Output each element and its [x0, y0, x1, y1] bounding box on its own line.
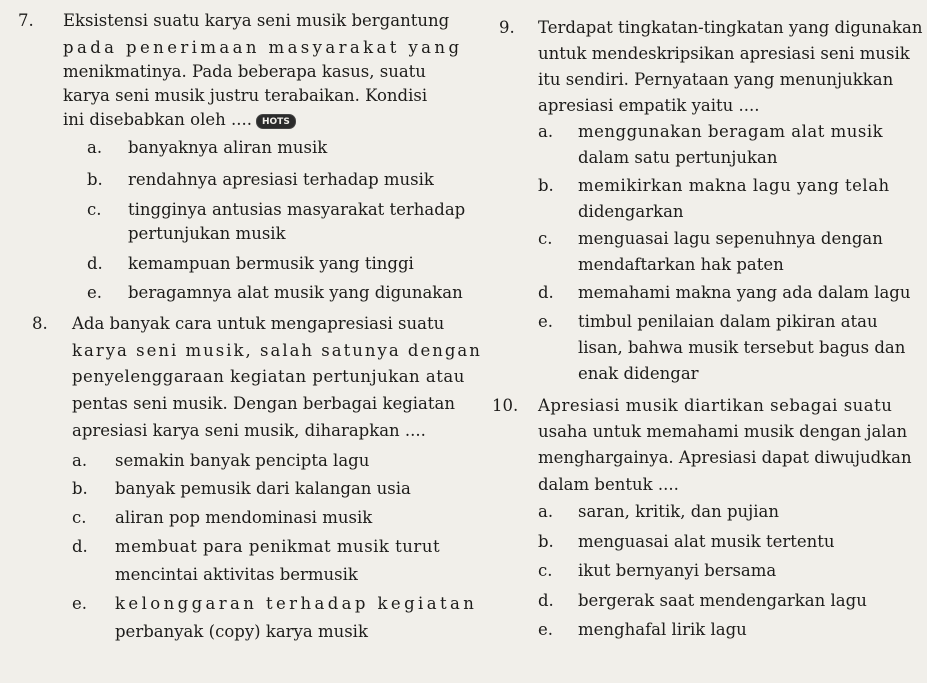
- option-letter: e.: [538, 620, 554, 639]
- option-letter: b.: [72, 479, 88, 498]
- option-c-text[interactable]: menguasai lagu sepenuhnya dengan: [578, 229, 883, 248]
- question-text-line: itu sendiri. Pernyataan yang menunjukkan: [538, 70, 894, 89]
- option-letter: a.: [87, 138, 103, 157]
- option-b-text[interactable]: didengarkan: [578, 202, 684, 221]
- option-letter: c.: [72, 508, 87, 527]
- option-b-text[interactable]: menguasai alat musik tertentu: [578, 532, 835, 551]
- option-letter: d.: [72, 537, 88, 556]
- option-letter: e.: [87, 283, 103, 302]
- option-letter: c.: [538, 561, 553, 580]
- option-c-text[interactable]: tingginya antusias masyarakat terhadap: [128, 200, 466, 219]
- question-text-line: penyelenggaraan kegiatan pertunjukan atau: [72, 367, 465, 386]
- option-a-text[interactable]: dalam satu pertunjukan: [578, 148, 778, 167]
- option-a-text[interactable]: saran, kritik, dan pujian: [578, 502, 780, 521]
- option-e-text[interactable]: kelonggaran terhadap kegiatan: [115, 594, 478, 613]
- option-e-text[interactable]: enak didengar: [578, 364, 699, 383]
- option-letter: d.: [87, 254, 103, 273]
- question-text-line: usaha untuk memahami musik dengan jalan: [538, 422, 908, 441]
- question-text-line: untuk mendeskripsikan apresiasi seni musik: [538, 44, 910, 63]
- question-number: 8.: [32, 314, 48, 333]
- question-number: 7.: [18, 11, 34, 30]
- option-letter: e.: [72, 594, 88, 613]
- question-text-line: Eksistensi suatu karya seni musik bergantung: [63, 11, 450, 30]
- question-text-line: pada penerimaan masyarakat yang: [63, 38, 463, 57]
- question-text-line: menghargainya. Apresiasi dapat diwujudkan: [538, 448, 912, 467]
- option-c-text[interactable]: aliran pop mendominasi musik: [115, 508, 373, 527]
- option-d-text[interactable]: mencintai aktivitas bermusik: [115, 565, 358, 584]
- option-b-text[interactable]: rendahnya apresiasi terhadap musik: [128, 170, 434, 189]
- option-letter: b.: [538, 532, 554, 551]
- question-text-line: apresiasi karya seni musik, diharapkan ....: [72, 421, 426, 440]
- option-a-text[interactable]: semakin banyak pencipta lagu: [115, 451, 370, 470]
- option-letter: c.: [538, 229, 553, 248]
- option-letter: a.: [538, 122, 554, 141]
- option-e-text[interactable]: beragamnya alat musik yang digunakan: [128, 283, 463, 302]
- option-a-text[interactable]: banyaknya aliran musik: [128, 138, 328, 157]
- option-b-text[interactable]: memikirkan makna lagu yang telah: [578, 176, 890, 195]
- option-letter: a.: [72, 451, 88, 470]
- option-c-text[interactable]: ikut bernyanyi bersama: [578, 561, 777, 580]
- option-letter: b.: [87, 170, 103, 189]
- option-e-text[interactable]: lisan, bahwa musik tersebut bagus dan: [578, 338, 906, 357]
- option-e-text[interactable]: perbanyak (copy) karya musik: [115, 622, 368, 641]
- option-d-text[interactable]: kemampuan bermusik yang tinggi: [128, 254, 414, 273]
- question-text-line: dalam bentuk ....: [538, 475, 679, 494]
- question-text-line: ini disebabkan oleh .... HOTS: [63, 110, 296, 130]
- option-e-text[interactable]: timbul penilaian dalam pikiran atau: [578, 312, 878, 331]
- option-letter: b.: [538, 176, 554, 195]
- question-text-line: apresiasi empatik yaitu ....: [538, 96, 760, 115]
- question-text-line: Terdapat tingkatan-tingkatan yang digunakan: [538, 18, 923, 37]
- option-d-text[interactable]: memahami makna yang ada dalam lagu: [578, 283, 911, 302]
- question-text-line: Apresiasi musik diartikan sebagai suatu: [538, 396, 893, 415]
- hots-badge: HOTS: [256, 114, 296, 129]
- option-letter: e.: [538, 312, 554, 331]
- option-letter: a.: [538, 502, 554, 521]
- option-letter: d.: [538, 591, 554, 610]
- option-a-text[interactable]: menggunakan beragam alat musik: [578, 122, 884, 141]
- question-text-line: karya seni musik justru terabaikan. Kondisi: [63, 86, 428, 105]
- option-c-text[interactable]: pertunjukan musik: [128, 224, 286, 243]
- question-text-line: menikmatinya. Pada beberapa kasus, suatu: [63, 62, 426, 81]
- option-e-text[interactable]: menghafal lirik lagu: [578, 620, 747, 639]
- option-d-text[interactable]: membuat para penikmat musik turut: [115, 537, 441, 556]
- option-b-text[interactable]: banyak pemusik dari kalangan usia: [115, 479, 411, 498]
- question-text-line: karya seni musik, salah satunya dengan: [72, 341, 482, 360]
- question-text-line: pentas seni musik. Dengan berbagai kegiatan: [72, 394, 455, 413]
- question-text-line: Ada banyak cara untuk mengapresiasi suatu: [72, 314, 445, 333]
- question-number: 9.: [499, 18, 515, 37]
- option-c-text[interactable]: mendaftarkan hak paten: [578, 255, 784, 274]
- question-number: 10.: [492, 396, 519, 415]
- option-d-text[interactable]: bergerak saat mendengarkan lagu: [578, 591, 867, 610]
- option-letter: d.: [538, 283, 554, 302]
- option-letter: c.: [87, 200, 102, 219]
